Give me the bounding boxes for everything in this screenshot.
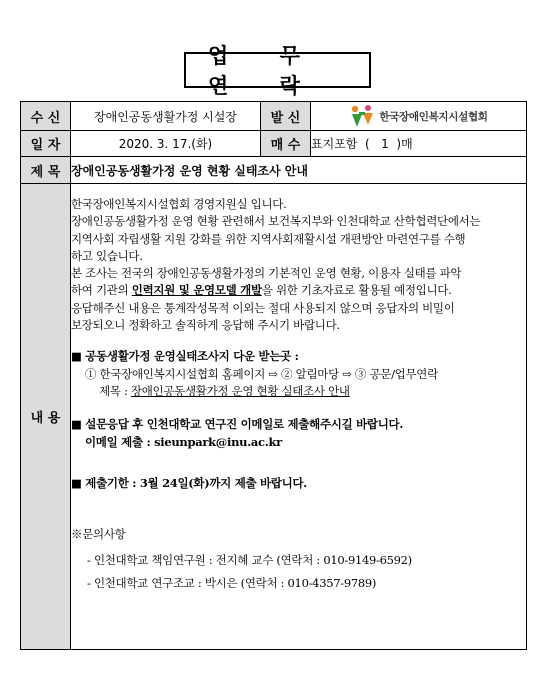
content-label: 내 용 (21, 184, 71, 650)
subject-value: 장애인공동생활가정 운영 현황 실태조사 안내 (71, 157, 527, 184)
document-title: 업 무 연 락 (208, 43, 322, 98)
sender-cell (311, 102, 527, 131)
para2-line2: 지역사회 자립생활 지원 강화를 위한 지역사회재활시설 개편방안 마련연구를 수행 (71, 231, 466, 246)
contact-2: - 인천대학교 연구조교 : 박시은 (연락처 : 010-4357-9789) (87, 576, 377, 591)
download-title: ■ 공동생활가정 운영실태조사지 다운 받는곳 : (71, 349, 299, 364)
download-path: ① 한국장애인복지시설협회 홈페이지 ⇨ ② 알림마당 ⇨ ③ 공문/업무연락 (85, 366, 438, 381)
document-title-box (184, 43, 371, 98)
sender-org-name: 한국장애인복지시설협회 (379, 110, 488, 123)
download-subject: 제목 : 장애인공동생활가정 운영 현황 실태조사 안내 (99, 383, 350, 398)
pages-label: 매 수 (261, 131, 311, 157)
submission-title: ■ 설문응답 후 인천대학교 연구진 이메일로 제출해주시길 바랍니다. (71, 417, 404, 432)
para2-line3: 하고 있습니다. (71, 248, 143, 263)
submission-email: 이메일 제출 : sieunpark@inu.ac.kr (85, 434, 282, 449)
memo-table (20, 101, 527, 650)
inquiry-title: ※문의사항 (71, 527, 126, 542)
contact-1: - 인천대학교 책임연구원 : 전지혜 교수 (연락처 : 010-9149-6592) (87, 553, 412, 568)
subject-label: 제 목 (21, 157, 71, 184)
sender-label: 발 신 (261, 102, 311, 131)
para2-line1: 장애인공동생활가정 운영 현황 관련해서 보건복지부와 인천대학교 산학협력단에서는 (71, 214, 481, 229)
recipient-value: 장애인공동생활가정 시설장 (71, 102, 261, 131)
para4-line2: 보장되오니 정확하고 솔직하게 응답해 주시기 바랍니다. (71, 318, 340, 333)
para3-line2: 하여 기관의 인력지원 및 운영모델 개발을 위한 기초자료로 활용될 예정입니다. (71, 283, 452, 298)
deadline-title: ■ 제출기한 : 3월 24일(화)까지 제출 바랍니다. (71, 475, 307, 490)
para4-line1: 응답해주신 내용은 통계작성목적 이외는 절대 사용되지 않으며 응답자의 비밀이 (71, 300, 455, 315)
para3-line1: 본 조사는 전국의 장애인공동생활가정의 기본적인 운영 현황, 이용자 실태를 파악 (71, 266, 462, 281)
pages-value: 표지포함 ( 1 )매 (311, 131, 527, 157)
date-value: 2020. 3. 17.(화) (71, 131, 261, 157)
content-body (71, 184, 527, 650)
date-label: 일 자 (21, 131, 71, 157)
intro-line: 한국장애인복지시설협회 경영지원실 입니다. (71, 197, 287, 211)
highlight-text: 인력지원 및 운영모델 개발 (131, 283, 262, 298)
recipient-label: 수 신 (21, 102, 71, 131)
download-subject-link: 장애인공동생활가정 운영 현황 실태조사 안내 (130, 383, 350, 398)
association-logo-icon (349, 103, 375, 129)
sender-logo (311, 103, 526, 129)
